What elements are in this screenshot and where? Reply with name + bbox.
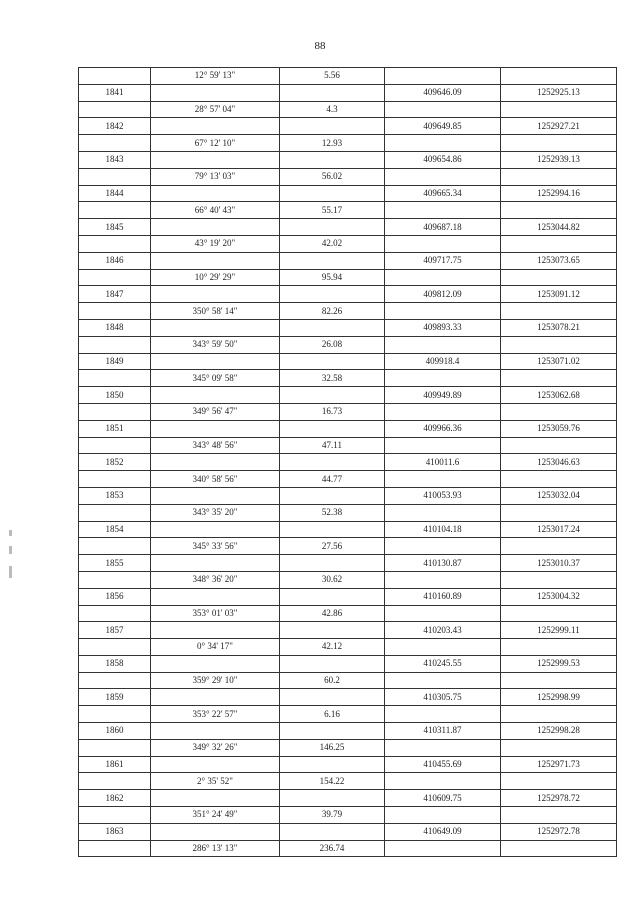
bearing-cell: 349° 56' 47" <box>151 403 280 420</box>
distance-cell <box>280 487 385 504</box>
northing-cell <box>501 202 617 219</box>
northing-cell: 1253073.65 <box>501 252 617 269</box>
bearing-cell <box>151 823 280 840</box>
bearing-cell <box>151 655 280 672</box>
point-id-cell <box>79 571 151 588</box>
point-id-cell: 1855 <box>79 555 151 572</box>
distance-cell: 55.17 <box>280 202 385 219</box>
distance-cell: 146.25 <box>280 739 385 756</box>
northing-cell: 1253091.12 <box>501 286 617 303</box>
bearing-cell: 79° 13' 03" <box>151 168 280 185</box>
distance-cell: 44.77 <box>280 471 385 488</box>
bearing-cell: 351° 24' 49" <box>151 807 280 824</box>
northing-cell: 1253017.24 <box>501 521 617 538</box>
bearing-cell: 43° 19' 20" <box>151 235 280 252</box>
distance-cell <box>280 790 385 807</box>
northing-cell <box>501 672 617 689</box>
bearing-cell <box>151 387 280 404</box>
point-id-cell <box>79 773 151 790</box>
easting-cell <box>385 437 501 454</box>
northing-cell: 1253078.21 <box>501 319 617 336</box>
point-row <box>79 319 617 336</box>
easting-cell: 409966.36 <box>385 420 501 437</box>
bearing-cell <box>151 555 280 572</box>
northing-cell: 1252939.13 <box>501 151 617 168</box>
point-id-cell: 1862 <box>79 790 151 807</box>
northing-cell: 1253044.82 <box>501 219 617 236</box>
point-id-cell: 1852 <box>79 454 151 471</box>
point-id-cell <box>79 471 151 488</box>
easting-cell <box>385 269 501 286</box>
northing-cell <box>501 706 617 723</box>
point-id-cell <box>79 605 151 622</box>
easting-cell <box>385 807 501 824</box>
northing-cell <box>501 101 617 118</box>
easting-cell: 410305.75 <box>385 689 501 706</box>
northing-cell: 1252998.99 <box>501 689 617 706</box>
northing-cell: 1252927.21 <box>501 118 617 135</box>
bearing-cell <box>151 790 280 807</box>
point-id-cell <box>79 336 151 353</box>
point-row <box>79 420 617 437</box>
point-id-cell <box>79 303 151 320</box>
segment-row <box>79 269 617 286</box>
easting-cell <box>385 504 501 521</box>
northing-cell: 1253032.04 <box>501 487 617 504</box>
distance-cell: 12.93 <box>280 135 385 152</box>
easting-cell: 410649.09 <box>385 823 501 840</box>
distance-cell <box>280 723 385 740</box>
easting-cell: 410203.43 <box>385 622 501 639</box>
point-id-cell: 1851 <box>79 420 151 437</box>
point-id-cell <box>79 538 151 555</box>
segment-row <box>79 135 617 152</box>
distance-cell <box>280 118 385 135</box>
distance-cell <box>280 151 385 168</box>
segment-row <box>79 538 617 555</box>
bearing-cell <box>151 84 280 101</box>
point-row <box>79 286 617 303</box>
bearing-cell <box>151 689 280 706</box>
easting-cell: 410130.87 <box>385 555 501 572</box>
bearing-cell <box>151 185 280 202</box>
distance-cell <box>280 655 385 672</box>
northing-cell: 1252978.72 <box>501 790 617 807</box>
point-row <box>79 723 617 740</box>
easting-cell: 409654.86 <box>385 151 501 168</box>
northing-cell <box>501 538 617 555</box>
bearing-cell: 67° 12' 10" <box>151 135 280 152</box>
bearing-cell <box>151 219 280 236</box>
point-id-cell: 1854 <box>79 521 151 538</box>
page-number: 88 <box>314 40 326 52</box>
easting-cell: 409812.09 <box>385 286 501 303</box>
distance-cell: 236.74 <box>280 840 385 857</box>
point-id-cell <box>79 101 151 118</box>
easting-cell: 409665.34 <box>385 185 501 202</box>
point-row <box>79 756 617 773</box>
point-row <box>79 118 617 135</box>
point-row <box>79 454 617 471</box>
distance-cell: 42.02 <box>280 235 385 252</box>
bearing-cell <box>151 319 280 336</box>
northing-cell <box>501 471 617 488</box>
easting-cell <box>385 168 501 185</box>
point-id-cell: 1856 <box>79 588 151 605</box>
scan-margin-mark <box>9 530 12 536</box>
easting-cell: 409646.09 <box>385 84 501 101</box>
bearing-cell <box>151 622 280 639</box>
easting-cell <box>385 235 501 252</box>
distance-cell <box>280 689 385 706</box>
point-id-cell <box>79 840 151 857</box>
segment-row <box>79 471 617 488</box>
segment-row <box>79 773 617 790</box>
distance-cell: 52.38 <box>280 504 385 521</box>
northing-cell: 1252999.53 <box>501 655 617 672</box>
northing-cell: 1253059.76 <box>501 420 617 437</box>
segment-row <box>79 68 617 85</box>
point-row <box>79 252 617 269</box>
point-id-cell: 1847 <box>79 286 151 303</box>
point-id-cell: 1846 <box>79 252 151 269</box>
distance-cell <box>280 454 385 471</box>
distance-cell: 154.22 <box>280 773 385 790</box>
point-row <box>79 823 617 840</box>
northing-cell: 1252971.73 <box>501 756 617 773</box>
segment-row <box>79 639 617 656</box>
easting-cell <box>385 571 501 588</box>
bearing-cell: 359° 29' 10" <box>151 672 280 689</box>
northing-cell <box>501 773 617 790</box>
distance-cell: 42.12 <box>280 639 385 656</box>
point-id-cell <box>79 706 151 723</box>
northing-cell: 1252999.11 <box>501 622 617 639</box>
distance-cell: 82.26 <box>280 303 385 320</box>
northing-cell <box>501 336 617 353</box>
easting-cell <box>385 68 501 85</box>
easting-cell <box>385 135 501 152</box>
distance-cell <box>280 387 385 404</box>
coordinate-table-body <box>79 68 617 857</box>
distance-cell: 27.56 <box>280 538 385 555</box>
bearing-cell: 353° 01' 03" <box>151 605 280 622</box>
bearing-cell: 286° 13' 13" <box>151 840 280 857</box>
bearing-cell <box>151 588 280 605</box>
point-row <box>79 353 617 370</box>
point-id-cell: 1853 <box>79 487 151 504</box>
segment-row <box>79 403 617 420</box>
bearing-cell <box>151 353 280 370</box>
bearing-cell <box>151 118 280 135</box>
bearing-cell: 345° 33' 56" <box>151 538 280 555</box>
point-id-cell <box>79 639 151 656</box>
bearing-cell <box>151 151 280 168</box>
segment-row <box>79 504 617 521</box>
northing-cell <box>501 504 617 521</box>
point-row <box>79 487 617 504</box>
point-row <box>79 689 617 706</box>
easting-cell: 410104.18 <box>385 521 501 538</box>
distance-cell: 42.86 <box>280 605 385 622</box>
segment-row <box>79 168 617 185</box>
distance-cell <box>280 420 385 437</box>
northing-cell <box>501 303 617 320</box>
bearing-cell: 66° 40' 43" <box>151 202 280 219</box>
point-id-cell <box>79 202 151 219</box>
bearing-cell <box>151 420 280 437</box>
northing-cell <box>501 403 617 420</box>
bearing-cell: 348° 36' 20" <box>151 571 280 588</box>
easting-cell <box>385 605 501 622</box>
northing-cell: 1252998.28 <box>501 723 617 740</box>
point-id-cell: 1844 <box>79 185 151 202</box>
northing-cell: 1253071.02 <box>501 353 617 370</box>
bearing-cell: 28° 57' 04" <box>151 101 280 118</box>
distance-cell <box>280 622 385 639</box>
point-id-cell <box>79 68 151 85</box>
distance-cell <box>280 756 385 773</box>
segment-row <box>79 840 617 857</box>
point-row <box>79 555 617 572</box>
point-id-cell: 1859 <box>79 689 151 706</box>
segment-row <box>79 336 617 353</box>
point-row <box>79 185 617 202</box>
bearing-cell: 345° 09' 58" <box>151 370 280 387</box>
easting-cell: 409949.89 <box>385 387 501 404</box>
northing-cell <box>501 135 617 152</box>
point-row <box>79 219 617 236</box>
segment-row <box>79 706 617 723</box>
bearing-cell: 350° 58' 14" <box>151 303 280 320</box>
point-id-cell <box>79 168 151 185</box>
point-id-cell: 1857 <box>79 622 151 639</box>
northing-cell: 1253046.63 <box>501 454 617 471</box>
point-id-cell: 1858 <box>79 655 151 672</box>
northing-cell <box>501 571 617 588</box>
northing-cell <box>501 168 617 185</box>
easting-cell <box>385 202 501 219</box>
segment-row <box>79 303 617 320</box>
distance-cell <box>280 319 385 336</box>
point-id-cell: 1842 <box>79 118 151 135</box>
distance-cell: 60.2 <box>280 672 385 689</box>
segment-row <box>79 605 617 622</box>
distance-cell <box>280 555 385 572</box>
easting-cell <box>385 773 501 790</box>
northing-cell: 1252925.13 <box>501 84 617 101</box>
distance-cell: 32.58 <box>280 370 385 387</box>
point-id-cell: 1845 <box>79 219 151 236</box>
easting-cell: 410160.89 <box>385 588 501 605</box>
distance-cell: 6.16 <box>280 706 385 723</box>
bearing-cell <box>151 723 280 740</box>
distance-cell <box>280 219 385 236</box>
point-id-cell: 1849 <box>79 353 151 370</box>
northing-cell: 1252994.16 <box>501 185 617 202</box>
easting-cell <box>385 739 501 756</box>
segment-row <box>79 571 617 588</box>
easting-cell: 410053.93 <box>385 487 501 504</box>
northing-cell <box>501 639 617 656</box>
bearing-cell: 12° 59' 13" <box>151 68 280 85</box>
scan-margin-mark <box>9 566 12 578</box>
northing-cell <box>501 739 617 756</box>
point-row <box>79 655 617 672</box>
bearing-cell <box>151 252 280 269</box>
point-row <box>79 588 617 605</box>
bearing-cell: 343° 48' 56" <box>151 437 280 454</box>
easting-cell <box>385 336 501 353</box>
easting-cell: 409687.18 <box>385 219 501 236</box>
distance-cell <box>280 521 385 538</box>
northing-cell <box>501 269 617 286</box>
northing-cell: 1253004.32 <box>501 588 617 605</box>
scan-margin-mark <box>9 546 12 554</box>
northing-cell: 1252972.78 <box>501 823 617 840</box>
bearing-cell: 343° 59' 50" <box>151 336 280 353</box>
bearing-cell <box>151 521 280 538</box>
coordinate-table-container <box>78 67 616 857</box>
easting-cell <box>385 538 501 555</box>
point-id-cell <box>79 403 151 420</box>
distance-cell: 56.02 <box>280 168 385 185</box>
segment-row <box>79 235 617 252</box>
easting-cell <box>385 370 501 387</box>
bearing-cell: 2° 35' 52" <box>151 773 280 790</box>
distance-cell <box>280 185 385 202</box>
northing-cell <box>501 605 617 622</box>
easting-cell: 409717.75 <box>385 252 501 269</box>
point-id-cell <box>79 807 151 824</box>
bearing-cell <box>151 454 280 471</box>
distance-cell: 5.56 <box>280 68 385 85</box>
easting-cell: 409893.33 <box>385 319 501 336</box>
easting-cell: 409918.4 <box>385 353 501 370</box>
point-row <box>79 387 617 404</box>
point-id-cell <box>79 269 151 286</box>
bearing-cell: 349° 32' 26" <box>151 739 280 756</box>
distance-cell: 47.11 <box>280 437 385 454</box>
distance-cell <box>280 286 385 303</box>
easting-cell <box>385 840 501 857</box>
segment-row <box>79 807 617 824</box>
easting-cell <box>385 101 501 118</box>
northing-cell <box>501 68 617 85</box>
northing-cell: 1253062.68 <box>501 387 617 404</box>
point-row <box>79 622 617 639</box>
northing-cell <box>501 370 617 387</box>
coordinate-table <box>78 67 617 857</box>
distance-cell <box>280 353 385 370</box>
easting-cell: 410011.6 <box>385 454 501 471</box>
northing-cell <box>501 235 617 252</box>
segment-row <box>79 101 617 118</box>
distance-cell: 26.08 <box>280 336 385 353</box>
segment-row <box>79 437 617 454</box>
bearing-cell: 340° 58' 56" <box>151 471 280 488</box>
point-id-cell: 1841 <box>79 84 151 101</box>
segment-row <box>79 672 617 689</box>
point-row <box>79 790 617 807</box>
point-id-cell: 1863 <box>79 823 151 840</box>
bearing-cell <box>151 756 280 773</box>
northing-cell <box>501 807 617 824</box>
point-id-cell <box>79 370 151 387</box>
segment-row <box>79 739 617 756</box>
easting-cell <box>385 706 501 723</box>
segment-row <box>79 202 617 219</box>
point-id-cell: 1860 <box>79 723 151 740</box>
easting-cell: 410455.69 <box>385 756 501 773</box>
distance-cell: 30.62 <box>280 571 385 588</box>
point-id-cell <box>79 504 151 521</box>
point-row <box>79 151 617 168</box>
distance-cell: 4.3 <box>280 101 385 118</box>
segment-row <box>79 370 617 387</box>
easting-cell <box>385 471 501 488</box>
distance-cell: 16.73 <box>280 403 385 420</box>
bearing-cell <box>151 286 280 303</box>
easting-cell <box>385 672 501 689</box>
point-id-cell: 1861 <box>79 756 151 773</box>
point-id-cell: 1848 <box>79 319 151 336</box>
point-id-cell: 1843 <box>79 151 151 168</box>
point-id-cell <box>79 739 151 756</box>
point-id-cell: 1850 <box>79 387 151 404</box>
distance-cell: 95.94 <box>280 269 385 286</box>
easting-cell: 410245.55 <box>385 655 501 672</box>
easting-cell <box>385 403 501 420</box>
distance-cell <box>280 588 385 605</box>
easting-cell: 410311.87 <box>385 723 501 740</box>
point-id-cell <box>79 235 151 252</box>
distance-cell <box>280 84 385 101</box>
easting-cell <box>385 303 501 320</box>
easting-cell: 410609.75 <box>385 790 501 807</box>
northing-cell: 1253010.37 <box>501 555 617 572</box>
northing-cell <box>501 437 617 454</box>
point-row <box>79 84 617 101</box>
point-id-cell <box>79 672 151 689</box>
bearing-cell: 0° 34' 17" <box>151 639 280 656</box>
northing-cell <box>501 840 617 857</box>
bearing-cell <box>151 487 280 504</box>
point-id-cell <box>79 437 151 454</box>
easting-cell <box>385 639 501 656</box>
distance-cell <box>280 252 385 269</box>
point-row <box>79 521 617 538</box>
bearing-cell: 353° 22' 57" <box>151 706 280 723</box>
distance-cell <box>280 823 385 840</box>
bearing-cell: 343° 35' 20" <box>151 504 280 521</box>
point-id-cell <box>79 135 151 152</box>
bearing-cell: 10° 29' 29" <box>151 269 280 286</box>
distance-cell: 39.79 <box>280 807 385 824</box>
easting-cell: 409649.85 <box>385 118 501 135</box>
